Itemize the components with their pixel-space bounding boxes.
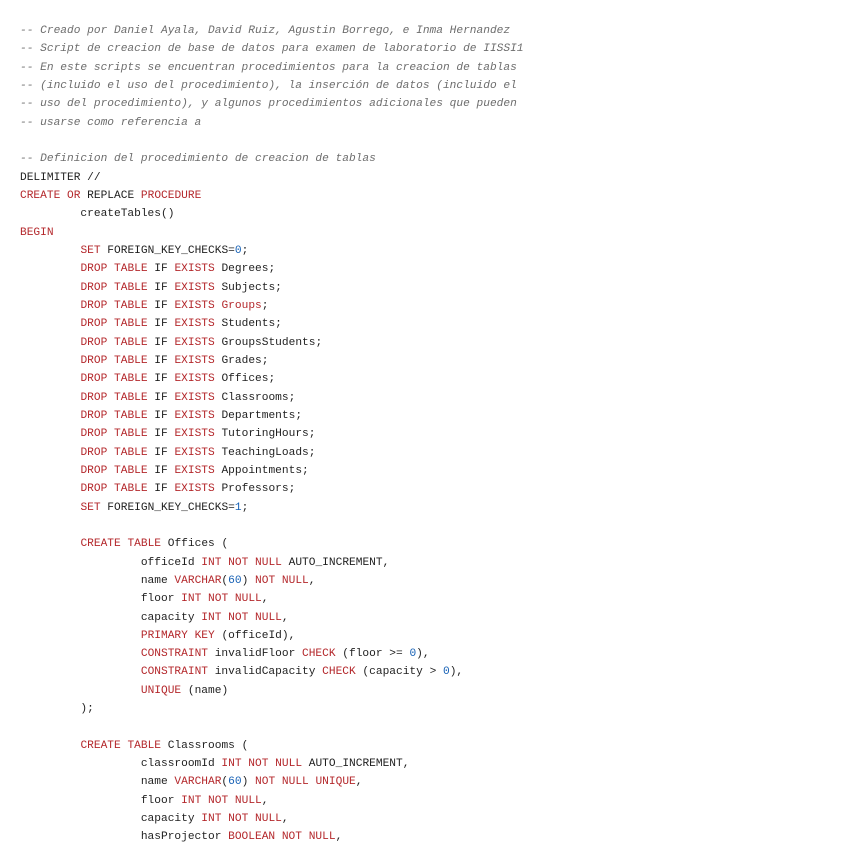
code-token: NULL: [255, 611, 282, 624]
code-token: Appointments;: [214, 464, 309, 477]
code-line: [20, 425, 848, 443]
code-token: [107, 447, 114, 459]
code-token: ,: [261, 593, 269, 606]
code-line: [20, 517, 848, 535]
code-token: [20, 538, 80, 550]
code-token: CHECK: [322, 666, 356, 679]
code-token: [20, 373, 80, 385]
code-token: CREATE: [80, 538, 121, 551]
code-token: TABLE: [114, 428, 148, 441]
code-token: [107, 465, 114, 477]
code-line: [20, 627, 848, 645]
code-token: invalidFloor: [208, 648, 302, 661]
code-token: TutoringHours;: [214, 428, 316, 441]
code-token: EXISTS: [174, 299, 215, 312]
code-token: DROP: [80, 318, 108, 331]
code-token: DROP: [80, 299, 108, 312]
code-token: EXISTS: [174, 281, 215, 294]
code-token: [201, 795, 208, 807]
code-token: [20, 318, 80, 330]
code-token: CREATE: [80, 739, 121, 752]
code-token: CHECK: [302, 648, 336, 661]
code-token: [60, 190, 67, 202]
code-token: (name): [181, 684, 229, 697]
code-token: (officeId),: [214, 629, 296, 642]
code-token: [107, 483, 114, 495]
code-token: [20, 483, 80, 495]
code-token: IF: [147, 464, 175, 477]
code-token: Classrooms (: [161, 739, 249, 752]
code-token: DROP: [80, 373, 108, 386]
code-token: [107, 410, 114, 422]
code-token: TABLE: [114, 263, 148, 276]
code-token: [107, 337, 114, 349]
code-token: SET: [80, 244, 101, 257]
code-token: ,: [355, 776, 363, 789]
code-token: DROP: [80, 336, 108, 349]
code-token: [20, 685, 141, 697]
code-token: 60: [228, 776, 242, 789]
code-token: UNIQUE: [140, 684, 182, 697]
code-token: INT: [181, 593, 202, 606]
code-token: ): [241, 776, 256, 789]
code-token: EXISTS: [174, 354, 215, 367]
code-token: FOREIGN_KEY_CHECKS=: [100, 244, 235, 257]
code-line: [20, 114, 848, 132]
code-token: [20, 300, 80, 312]
code-token: [228, 795, 235, 807]
code-line: [20, 22, 848, 40]
code-token: ;: [241, 501, 249, 514]
code-token: 0: [409, 648, 417, 661]
code-line: [20, 792, 848, 810]
code-token: TABLE: [114, 281, 148, 294]
code-line: [20, 224, 848, 242]
code-token: ),: [416, 648, 430, 661]
code-token: [20, 630, 141, 642]
code-token: TABLE: [114, 483, 148, 496]
code-token: ,: [281, 813, 289, 826]
code-token: ,: [281, 611, 289, 624]
code-line: [20, 352, 848, 370]
code-token: ,: [308, 574, 316, 587]
code-token: IF: [147, 299, 175, 312]
code-token: IF: [147, 446, 175, 459]
code-token: EXISTS: [174, 428, 215, 441]
code-token: IF: [147, 281, 175, 294]
code-token: IF: [147, 354, 175, 367]
code-token: IF: [147, 318, 175, 331]
code-token: [107, 263, 114, 275]
code-token: createTables(): [20, 208, 175, 221]
code-token: IF: [147, 483, 175, 496]
code-token: NULL: [255, 813, 282, 826]
code-token: TeachingLoads;: [214, 446, 316, 459]
code-line: [20, 499, 848, 517]
code-token: [107, 282, 114, 294]
code-line: [20, 462, 848, 480]
code-token: TABLE: [114, 354, 148, 367]
code-line: [20, 242, 848, 260]
code-token: ): [241, 574, 256, 587]
code-line: [20, 700, 848, 718]
code-token: NULL: [255, 556, 282, 569]
code-token: [20, 410, 80, 422]
code-token: NULL: [275, 758, 303, 771]
code-token: [201, 593, 208, 605]
code-token: [275, 831, 282, 843]
code-line: [20, 590, 848, 608]
code-token: classroomId: [20, 758, 222, 771]
code-token: (: [221, 574, 229, 587]
code-token: TABLE: [114, 318, 148, 331]
code-token: NOT: [255, 776, 276, 789]
code-token: -- (incluido el uso del procedimiento), la inserción de datos (incluido el: [20, 79, 517, 92]
code-token: -- uso del procedimiento), y algunos procedimientos adicionales que pueden: [20, 98, 517, 111]
code-token: CONSTRAINT: [140, 666, 208, 679]
code-token: NOT: [208, 794, 229, 807]
code-token: name: [20, 776, 175, 789]
code-token: IF: [147, 409, 175, 422]
code-token: NOT: [281, 831, 302, 844]
code-token: INT: [201, 556, 222, 569]
code-token: (capacity >: [355, 666, 443, 679]
code-line: [20, 150, 848, 168]
code-line: [20, 663, 848, 681]
code-token: Classrooms;: [214, 391, 296, 404]
code-line: [20, 370, 848, 388]
code-token: [302, 831, 309, 843]
code-token: 0: [234, 244, 242, 257]
code-line: [20, 205, 848, 223]
code-token: UNIQUE: [315, 776, 356, 789]
code-token: DROP: [80, 464, 108, 477]
code-token: REPLACE: [80, 189, 141, 202]
code-line: [20, 737, 848, 755]
code-token: NOT: [228, 611, 249, 624]
code-token: NOT: [228, 813, 249, 826]
code-token: TABLE: [114, 336, 148, 349]
code-token: [20, 502, 80, 514]
code-token: -- En este scripts se encuentran procedimientos para la creacion de tablas: [20, 61, 517, 74]
code-token: EXISTS: [174, 336, 215, 349]
code-token: FOREIGN_KEY_CHECKS=: [100, 501, 235, 514]
code-token: DELIMITER //: [20, 171, 101, 184]
code-token: NOT: [228, 556, 249, 569]
code-token: INT: [201, 611, 222, 624]
code-token: NOT: [248, 758, 269, 771]
code-line: [20, 169, 848, 187]
code-token: NULL: [308, 831, 336, 844]
code-line: [20, 828, 848, 846]
code-token: [20, 465, 80, 477]
code-token: [20, 337, 80, 349]
code-token: -- Definicion del procedimiento de creacion de tablas: [20, 153, 376, 166]
code-token: -- Script de creacion de base de datos para examen de laboratorio de IISSI1: [20, 43, 524, 56]
code-token: [107, 373, 114, 385]
code-token: INT: [221, 758, 242, 771]
code-line: [20, 810, 848, 828]
code-line: [20, 444, 848, 462]
code-token: [107, 300, 114, 312]
code-line: [20, 40, 848, 58]
code-token: TABLE: [114, 409, 148, 422]
code-line: [20, 279, 848, 297]
code-token: capacity: [20, 611, 202, 624]
code-token: EXISTS: [174, 318, 215, 331]
code-line: [20, 554, 848, 572]
code-token: TABLE: [114, 464, 148, 477]
code-token: DROP: [80, 263, 108, 276]
code-token: [228, 593, 235, 605]
code-token: EXISTS: [174, 409, 215, 422]
code-line: [20, 187, 848, 205]
code-token: EXISTS: [174, 446, 215, 459]
code-token: [107, 392, 114, 404]
code-token: officeId: [20, 556, 202, 569]
code-token: NOT: [255, 574, 276, 587]
code-line: [20, 297, 848, 315]
code-token: IF: [147, 263, 175, 276]
code-token: 0: [443, 666, 450, 679]
code-token: NOT: [208, 593, 229, 606]
code-line: [20, 773, 848, 791]
code-token: NULL: [234, 794, 262, 807]
code-token: NULL: [281, 574, 309, 587]
code-token: BEGIN: [20, 226, 54, 239]
code-token: NULL: [234, 593, 262, 606]
code-line: [20, 572, 848, 590]
code-token: ;: [261, 299, 269, 312]
code-token: VARCHAR: [174, 574, 222, 587]
code-line: [20, 77, 848, 95]
code-line: [20, 682, 848, 700]
code-token: Subjects;: [214, 281, 282, 294]
code-line: [20, 480, 848, 498]
code-token: name: [20, 574, 175, 587]
code-token: Degrees;: [214, 263, 276, 276]
code-token: ,: [261, 794, 269, 807]
code-line: [20, 95, 848, 113]
code-token: 1: [234, 501, 242, 514]
code-token: VARCHAR: [174, 776, 222, 789]
code-line: [20, 132, 848, 150]
code-line: [20, 755, 848, 773]
code-token: INT: [201, 813, 222, 826]
code-token: IF: [147, 391, 175, 404]
code-token: capacity: [20, 813, 202, 826]
code-token: Professors;: [214, 483, 296, 496]
code-token: floor: [20, 593, 182, 606]
code-token: EXISTS: [174, 263, 215, 276]
code-token: Groups: [221, 299, 262, 312]
code-token: hasProjector: [20, 831, 229, 844]
code-line: [20, 535, 848, 553]
code-token: ,: [335, 831, 343, 844]
code-token: INT: [181, 794, 202, 807]
code-token: DROP: [80, 409, 108, 422]
code-token: [20, 392, 80, 404]
code-token: TABLE: [127, 739, 162, 752]
code-token: (: [221, 776, 229, 789]
code-token: IF: [147, 373, 175, 386]
code-token: ),: [449, 666, 464, 679]
code-line: [20, 59, 848, 77]
code-token: TABLE: [114, 391, 148, 404]
code-token: KEY: [194, 629, 215, 642]
code-token: Students;: [214, 318, 282, 331]
code-token: invalidCapacity: [208, 666, 323, 679]
code-token: );: [20, 703, 94, 716]
code-token: [20, 263, 80, 275]
code-token: [275, 575, 282, 587]
code-token: floor: [20, 794, 182, 807]
code-token: DROP: [80, 354, 108, 367]
code-token: [20, 355, 80, 367]
code-token: Offices;: [214, 373, 276, 386]
code-token: EXISTS: [174, 483, 215, 496]
code-token: BOOLEAN: [228, 831, 276, 844]
code-line: [20, 260, 848, 278]
code-token: -- usarse como referencia a: [20, 116, 202, 129]
code-line: [20, 389, 848, 407]
code-token: SET: [80, 501, 101, 514]
code-line: [20, 334, 848, 352]
code-token: [20, 740, 80, 752]
code-token: -- Creado por Daniel Ayala, David Ruiz, Agustin Borrego, e Inma Hernandez: [20, 25, 511, 37]
code-token: [107, 428, 114, 440]
code-token: TABLE: [114, 299, 148, 312]
code-token: Grades;: [214, 354, 269, 367]
code-token: [20, 648, 141, 660]
code-token: [20, 245, 80, 257]
code-token: AUTO_INCREMENT,: [281, 556, 390, 569]
code-token: DROP: [80, 428, 108, 441]
code-token: TABLE: [114, 446, 148, 459]
code-token: EXISTS: [174, 373, 215, 386]
code-token: CONSTRAINT: [140, 648, 208, 661]
code-token: PROCEDURE: [140, 189, 202, 202]
code-token: DROP: [80, 483, 108, 496]
code-token: (floor >=: [335, 648, 410, 661]
code-token: [188, 630, 195, 642]
code-line: [20, 407, 848, 425]
code-token: TABLE: [114, 373, 148, 386]
code-token: GroupsStudents;: [214, 336, 323, 349]
code-token: [107, 318, 114, 330]
code-token: TABLE: [127, 538, 162, 551]
code-token: PRIMARY: [140, 629, 188, 642]
code-line: [20, 609, 848, 627]
code-token: AUTO_INCREMENT,: [302, 758, 410, 771]
code-token: DROP: [80, 281, 108, 294]
code-line: [20, 718, 848, 736]
code-line: [20, 315, 848, 333]
code-token: [20, 428, 80, 440]
code-token: Departments;: [214, 409, 303, 422]
code-token: OR: [67, 189, 81, 202]
code-token: EXISTS: [174, 464, 215, 477]
code-token: DROP: [80, 446, 108, 459]
code-token: [20, 282, 80, 294]
code-token: ;: [241, 244, 249, 257]
code-token: [107, 355, 114, 367]
code-token: IF: [147, 428, 175, 441]
code-token: [20, 666, 141, 678]
code-token: 60: [228, 574, 242, 587]
code-token: EXISTS: [174, 391, 215, 404]
code-token: CREATE: [20, 189, 61, 202]
code-token: IF: [147, 336, 175, 349]
code-line: [20, 645, 848, 663]
code-token: [20, 447, 80, 459]
code-token: Offices (: [161, 538, 229, 551]
code-token: DROP: [80, 391, 108, 404]
code-token: NULL: [281, 776, 309, 789]
code-token: [275, 776, 282, 788]
